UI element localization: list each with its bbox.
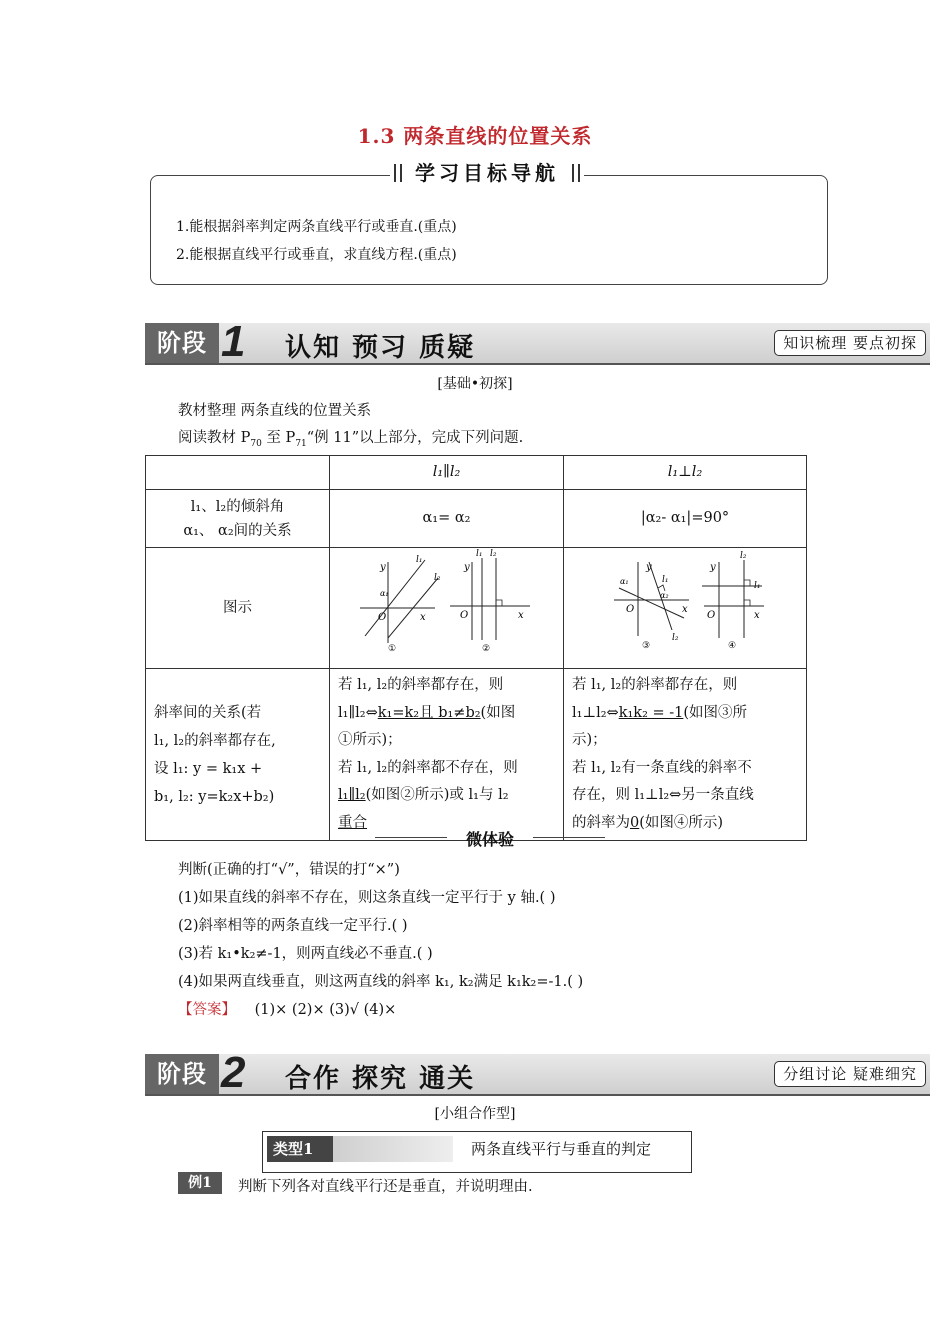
par-answer-2: l₁∥l₂ xyxy=(338,787,366,803)
stage-number: 2 xyxy=(221,1048,246,1097)
answer-line xyxy=(178,998,396,1019)
stage-word: 阶段 xyxy=(145,323,219,363)
fig1-y-label: y xyxy=(380,562,386,573)
par-line-4: 若 l₁, l₂的斜率都不存在，则 xyxy=(338,759,518,776)
fig3-caption: ③ xyxy=(642,641,651,651)
stage-number: 1 xyxy=(221,317,246,366)
question-4: (4)如果两直线垂直，则这两直线的斜率 k₁, k₂满足 k₁k₂=-1.( ) xyxy=(178,974,584,990)
perp-line-1: 若 l₁, l₂的斜率都存在，则 xyxy=(572,677,738,693)
row-slope-label xyxy=(146,669,330,841)
fig1-caption: ① xyxy=(388,644,397,654)
goal-item-1: 1.能根据斜率判定两条直线平行或垂直.(重点) xyxy=(176,219,457,235)
angle-parallel: α₁= α₂ xyxy=(330,490,564,548)
perp-line-4: 若 l₁, l₂有一条直线的斜率不 xyxy=(572,759,752,776)
perp-line-5: 存在，则 l₁⊥l₂⇔另一条直线 xyxy=(572,787,754,803)
perp-line-6-a: 的斜率为 xyxy=(572,814,630,831)
type-1-label: 类型1 xyxy=(267,1136,333,1162)
fig2-caption: ② xyxy=(482,644,491,654)
par-line-1: 若 l₁, l₂的斜率都存在，则 xyxy=(338,677,504,693)
fig4-y-label: y xyxy=(710,562,716,573)
section-title: 教材整理 两条直线的位置关系 xyxy=(178,403,372,419)
figures-perpendicular xyxy=(564,548,807,669)
reading-page-end: 71 xyxy=(295,438,307,449)
par-line-5-b: (如图②所示)或 l₁与 l₂ xyxy=(365,787,509,803)
fig3-a1-label: α₁ xyxy=(620,577,629,586)
header-perpendicular: l₁⊥l₂ xyxy=(564,456,807,490)
answer-text: (1)× (2)× (3)√ (4)× xyxy=(254,1002,397,1018)
mini-experience-title: 微体验 xyxy=(375,827,605,850)
row-figure-label: 图示 xyxy=(146,548,330,669)
par-answer-3: 重合 xyxy=(338,814,367,831)
perp-line-3: 示)； xyxy=(572,732,607,748)
slope-label-line-2: l₁, l₂的斜率都存在, xyxy=(154,732,276,749)
row-angle-label-b: α₁、 α₂间的关系 xyxy=(183,522,292,539)
par-line-2-c: (如图 xyxy=(480,704,516,721)
fig2-x-label: x xyxy=(518,610,524,621)
example-1-badge: 例1 xyxy=(178,1172,222,1194)
stage-heading: 认知 预习 质疑 xyxy=(285,333,476,363)
parallel-figures-svg xyxy=(330,548,564,658)
example-1-text: 判断下列各对直线平行还是垂直，并说明理由. xyxy=(238,1179,533,1195)
par-line-3: ①所示)； xyxy=(338,732,402,748)
perp-answer-2: 0 xyxy=(630,814,640,831)
fig3-y-label: y xyxy=(646,562,652,573)
par-answer-1: k₁=k₂且 b₁≠b₂ xyxy=(377,704,481,721)
fig1-x-label: x xyxy=(420,612,426,623)
fig3-x-label: x xyxy=(682,604,688,615)
fig1-l2-label: l₂ xyxy=(434,573,441,583)
figures-parallel xyxy=(330,548,564,669)
fig3-a2-label: α₂ xyxy=(660,591,669,600)
question-2: (2)斜率相等的两条直线一定平行.( ) xyxy=(178,918,408,934)
question-1: (1)如果直线的斜率不存在，则这条直线一定平行于 y 轴.( ) xyxy=(178,890,556,906)
row-angle-label xyxy=(146,490,330,548)
stage-2-banner xyxy=(145,1048,930,1097)
answer-label: 【答案】 xyxy=(178,1002,236,1018)
fig1-origin-label: O xyxy=(378,612,387,623)
fig4-l2-label: l₂ xyxy=(740,551,747,561)
type-1-box xyxy=(262,1131,692,1173)
table-corner xyxy=(146,456,330,490)
stage-tag: 知识梳理 要点初探 xyxy=(774,330,926,356)
row-angle-label-a: l₁、l₂的倾斜角 xyxy=(190,498,285,515)
perpendicular-figures-svg xyxy=(564,548,807,658)
par-line-5 xyxy=(338,782,555,810)
slope-label-line-4: b₁, l₂: y=k₂x+b₂) xyxy=(154,788,275,805)
perp-line-2-c: (如图③所 xyxy=(683,704,748,721)
learning-goals-title: 学习目标导航 xyxy=(390,160,584,186)
fig1-l1-label: l₁ xyxy=(416,555,423,565)
fig2-y-label: y xyxy=(464,562,470,573)
perp-answer-1: k₁k₂ = -1 xyxy=(618,704,684,721)
reading-post: “例 11”以上部分，完成下列问题. xyxy=(306,430,524,446)
stage-1-banner xyxy=(145,317,930,366)
slope-label-line-1: 斜率间的关系(若 xyxy=(154,704,262,721)
reading-instruction xyxy=(178,426,523,449)
fig2-l2-label: l₂ xyxy=(490,549,497,559)
type-1-bar xyxy=(333,1136,453,1162)
stage-word: 阶段 xyxy=(145,1054,219,1094)
fig2-l1-label: l₁ xyxy=(476,549,483,559)
fig3-l2-label: l₂ xyxy=(672,633,679,643)
question-3: (3)若 k₁•k₂≠-1，则两直线必不垂直.( ) xyxy=(178,946,433,962)
fig3-origin-label: O xyxy=(626,604,635,615)
fig4-caption: ④ xyxy=(728,641,737,651)
reading-mid: 至 P xyxy=(261,430,296,446)
type-1-text: 两条直线平行与垂直的判定 xyxy=(471,1140,652,1158)
par-line-2 xyxy=(338,700,555,728)
group-label: [小组合作型] xyxy=(434,1106,516,1122)
fig2-origin-label: O xyxy=(460,610,469,621)
perp-line-2-a: l₁⊥l₂⇔ xyxy=(572,704,619,721)
fig4-x-label: x xyxy=(754,610,760,621)
slope-perpendicular xyxy=(564,669,807,841)
fig4-l1-label: l₁ xyxy=(754,581,761,591)
stage-tag: 分组讨论 疑难细究 xyxy=(774,1061,926,1087)
perp-line-6 xyxy=(572,810,798,838)
fig1-a1-label: α₁ xyxy=(380,589,389,598)
par-line-2-a: l₁∥l₂⇔ xyxy=(338,704,378,721)
reading-pre: 阅读教材 P xyxy=(178,430,251,446)
perp-line-6-c: (如图④所示) xyxy=(639,814,724,831)
angle-perpendicular: |α₂- α₁|=90° xyxy=(564,490,807,548)
judge-instruction: 判断(正确的打“√”，错误的打“×”) xyxy=(178,862,400,878)
stage-heading: 合作 探究 通关 xyxy=(285,1064,476,1094)
basics-label: [基础•初探] xyxy=(437,376,513,392)
header-parallel: l₁∥l₂ xyxy=(330,456,564,490)
reading-page-start: 70 xyxy=(250,438,262,449)
slope-label-line-3: 设 l₁: y = k₁x + xyxy=(154,760,263,777)
relation-table xyxy=(145,455,807,841)
perp-line-2 xyxy=(572,700,798,728)
page-title: 1.3 两条直线的位置关系 xyxy=(357,124,593,148)
fig4-origin-label: O xyxy=(707,610,716,621)
slope-parallel xyxy=(330,669,564,841)
goal-item-2: 2.能根据直线平行或垂直，求直线方程.(重点) xyxy=(176,247,457,263)
fig3-l1-label: l₁ xyxy=(662,575,669,585)
